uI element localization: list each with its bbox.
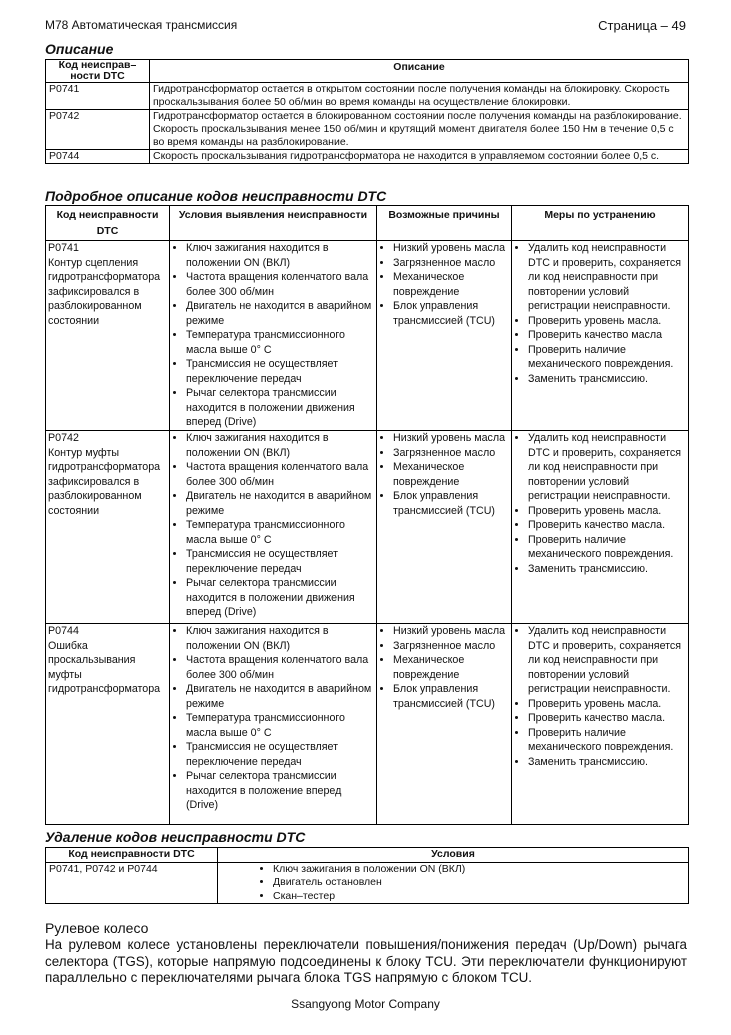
list-item: • Проверить качество масла [528,328,686,343]
list-item: • Заменить трансмиссию. [528,562,686,577]
column-header-code: Код неисправ– ности DTC [46,60,150,83]
list-item: • Механическое повреждение [393,270,509,299]
column-header-description: Описание [150,60,689,83]
list-item: • Проверить наличие механического повреждения. [528,533,686,562]
dtc-name: Контур муфты гидротрансформатора зафиксировался в разблокированном состоянии [48,446,161,517]
dtc-code: P0744 [46,150,150,164]
clearing-conditions-cell [218,862,689,904]
causes-list [379,241,509,328]
list-item: • Ключ зажигания находится в положении ON (ВКЛ) [186,624,374,653]
section-title-detailed: Подробное описание кодов неисправности DTC [45,188,387,204]
dtc-description: Скорость проскальзывания гидротрансформатора не находится в управляемом состоянии более 0,5 с. [150,150,689,164]
list-item: • Удалить код неисправности DTC и проверить, сохраняется ли код неисправности при повторении условий регистрации неисправности. [528,431,686,504]
table-row [46,83,689,110]
dtc-code: P0741 [46,83,150,110]
list-item: • Загрязненное масло [393,256,509,271]
detailed-table-body [46,241,689,825]
list-item: • Проверить уровень масла. [528,314,686,329]
list-item: • Загрязненное масло [393,639,509,654]
column-header-code: Код неисправности DTC [46,206,170,241]
list-item: • Заменить трансмиссию. [528,755,686,770]
actions-cell [512,431,689,624]
actions-list [514,624,686,769]
table-row [46,431,689,624]
conditions-list [172,431,374,620]
header-title: М78 Автоматическая трансмиссия [45,18,238,32]
list-item: • Удалить код неисправности DTC и проверить, сохраняется ли код неисправности при повторении условий регистрации неисправности. [528,241,686,314]
list-item: • Блок управления трансмиссией (TCU) [393,682,509,711]
dtc-cell [46,624,170,825]
page-number: Страница – 49 [598,18,686,33]
table-row [46,241,689,431]
list-item: • Двигатель не находится в аварийном режиме [186,682,374,711]
conditions-cell [170,431,377,624]
column-header-causes: Возможные причины [377,206,512,241]
table-row [46,862,689,904]
column-header-conditions: Условия [218,848,689,863]
table-header-row [46,60,689,83]
table-header-row [46,206,689,241]
conditions-cell [170,241,377,431]
list-item: • Частота вращения коленчатого вала более 300 об/мин [186,460,374,489]
actions-list [514,431,686,576]
table-row [46,624,689,825]
steering-title: Рулевое колесо [45,920,149,936]
conditions-cell [170,624,377,825]
list-item: • Проверить уровень масла. [528,697,686,712]
dtc-cell [46,241,170,431]
list-item: • Двигатель не находится в аварийном режиме [186,489,374,518]
detailed-dtc-table [45,205,689,825]
list-item: • Проверить наличие механического повреждения. [528,343,686,372]
list-item: • Блок управления трансмиссией (TCU) [393,299,509,328]
dtc-cell [46,431,170,624]
list-item: • Загрязненное масло [393,446,509,461]
description-table-body [46,83,689,164]
clearing-table [45,847,689,904]
actions-list [514,241,686,386]
description-table [45,59,689,164]
list-item: • Частота вращения коленчатого вала более 300 об/мин [186,270,374,299]
table-row [46,110,689,150]
list-item: • Трансмиссия не осуществляет переключение передач [186,740,374,769]
list-item: • Рычаг селектора трансмиссии находится в положение вперед (Drive) [186,769,374,813]
list-item: • Двигатель не находится в аварийном режиме [186,299,374,328]
list-item: • Рычаг селектора трансмиссии находится в положении движения вперед (Drive) [186,576,374,620]
list-item: • Низкий уровень масла [393,431,509,446]
steering-paragraph: На рулевом колесе установлены переключатели повышения/понижения передач (Up/Down) рычага селектора (TGS), которые напрямую подсоединены к блоку TCU. Эти переключатели функционируют параллельно с переключателями рычага блока TGS напрямую с блоком TCU. [45,937,687,986]
causes-cell [377,431,512,624]
list-item: • Проверить наличие механического повреждения. [528,726,686,755]
causes-list [379,624,509,711]
list-item: • Двигатель остановлен [273,876,685,890]
list-item: • Механическое повреждение [393,653,509,682]
column-header-code: Код неисправности DTC [46,848,218,863]
dtc-code: P0744 [48,625,79,637]
footer-company: Ssangyong Motor Company [291,997,440,1011]
column-header-actions: Меры по устранению [512,206,689,241]
dtc-description: Гидротрансформатор остается в открытом состоянии после получения команды на блокировку. Скорость проскальзывания более 50 об/мин во время команды на осуществление блокировки. [150,83,689,110]
list-item: • Низкий уровень масла [393,624,509,639]
list-item: • Проверить качество масла. [528,518,686,533]
list-item: • Частота вращения коленчатого вала более 300 об/мин [186,653,374,682]
list-item: • Низкий уровень масла [393,241,509,256]
actions-cell [512,624,689,825]
dtc-codes: P0741, P0742 и P0744 [46,862,218,904]
section-title-description: Описание [45,41,114,57]
list-item: • Блок управления трансмиссией (TCU) [393,489,509,518]
list-item: • Температура трансмиссионного масла выше 0° С [186,518,374,547]
causes-cell [377,241,512,431]
conditions-list [172,241,374,430]
list-item: • Трансмиссия не осуществляет переключение передач [186,357,374,386]
dtc-description: Гидротрансформатор остается в блокированном состоянии после получения команды на разблокирование. Скорость проскальзывания менее 150 об/мин и крутящий момент двигателя более 150 Нм в течение 0,5 с во время команды на разблокирование. [150,110,689,150]
section-title-clearing: Удаление кодов неисправности DTC [45,829,306,845]
causes-cell [377,624,512,825]
dtc-code: P0742 [46,110,150,150]
dtc-name: Ошибка проскальзывания муфты гидротрансформатора [48,639,161,695]
conditions-list [172,624,374,813]
list-item: • Ключ зажигания в положении ON (ВКЛ) [273,863,685,877]
dtc-code: P0741 [48,242,79,254]
dtc-name: Контур сцепления гидротрансформатора зафиксировался в разблокированном состоянии [48,256,161,327]
list-item: • Механическое повреждение [393,460,509,489]
list-item: • Заменить трансмиссию. [528,372,686,387]
list-item: • Проверить уровень масла. [528,504,686,519]
list-item: • Температура трансмиссионного масла выше 0° С [186,328,374,357]
list-item: • Рычаг селектора трансмиссии находится в положении движения вперед (Drive) [186,386,374,430]
list-item: • Ключ зажигания находится в положении ON (ВКЛ) [186,241,374,270]
dtc-code: P0742 [48,432,79,444]
list-item: • Ключ зажигания находится в положении ON (ВКЛ) [186,431,374,460]
actions-cell [512,241,689,431]
table-header-row [46,848,689,863]
list-item: • Температура трансмиссионного масла выше 0° С [186,711,374,740]
list-item: • Скан–тестер [273,890,685,904]
list-item: • Трансмиссия не осуществляет переключение передач [186,547,374,576]
table-row [46,150,689,164]
column-header-conditions: Условия выявления неисправности [170,206,377,241]
causes-list [379,431,509,518]
list-item: • Проверить качество масла. [528,711,686,726]
list-item: • Удалить код неисправности DTC и проверить, сохраняется ли код неисправности при повторении условий регистрации неисправности. [528,624,686,697]
